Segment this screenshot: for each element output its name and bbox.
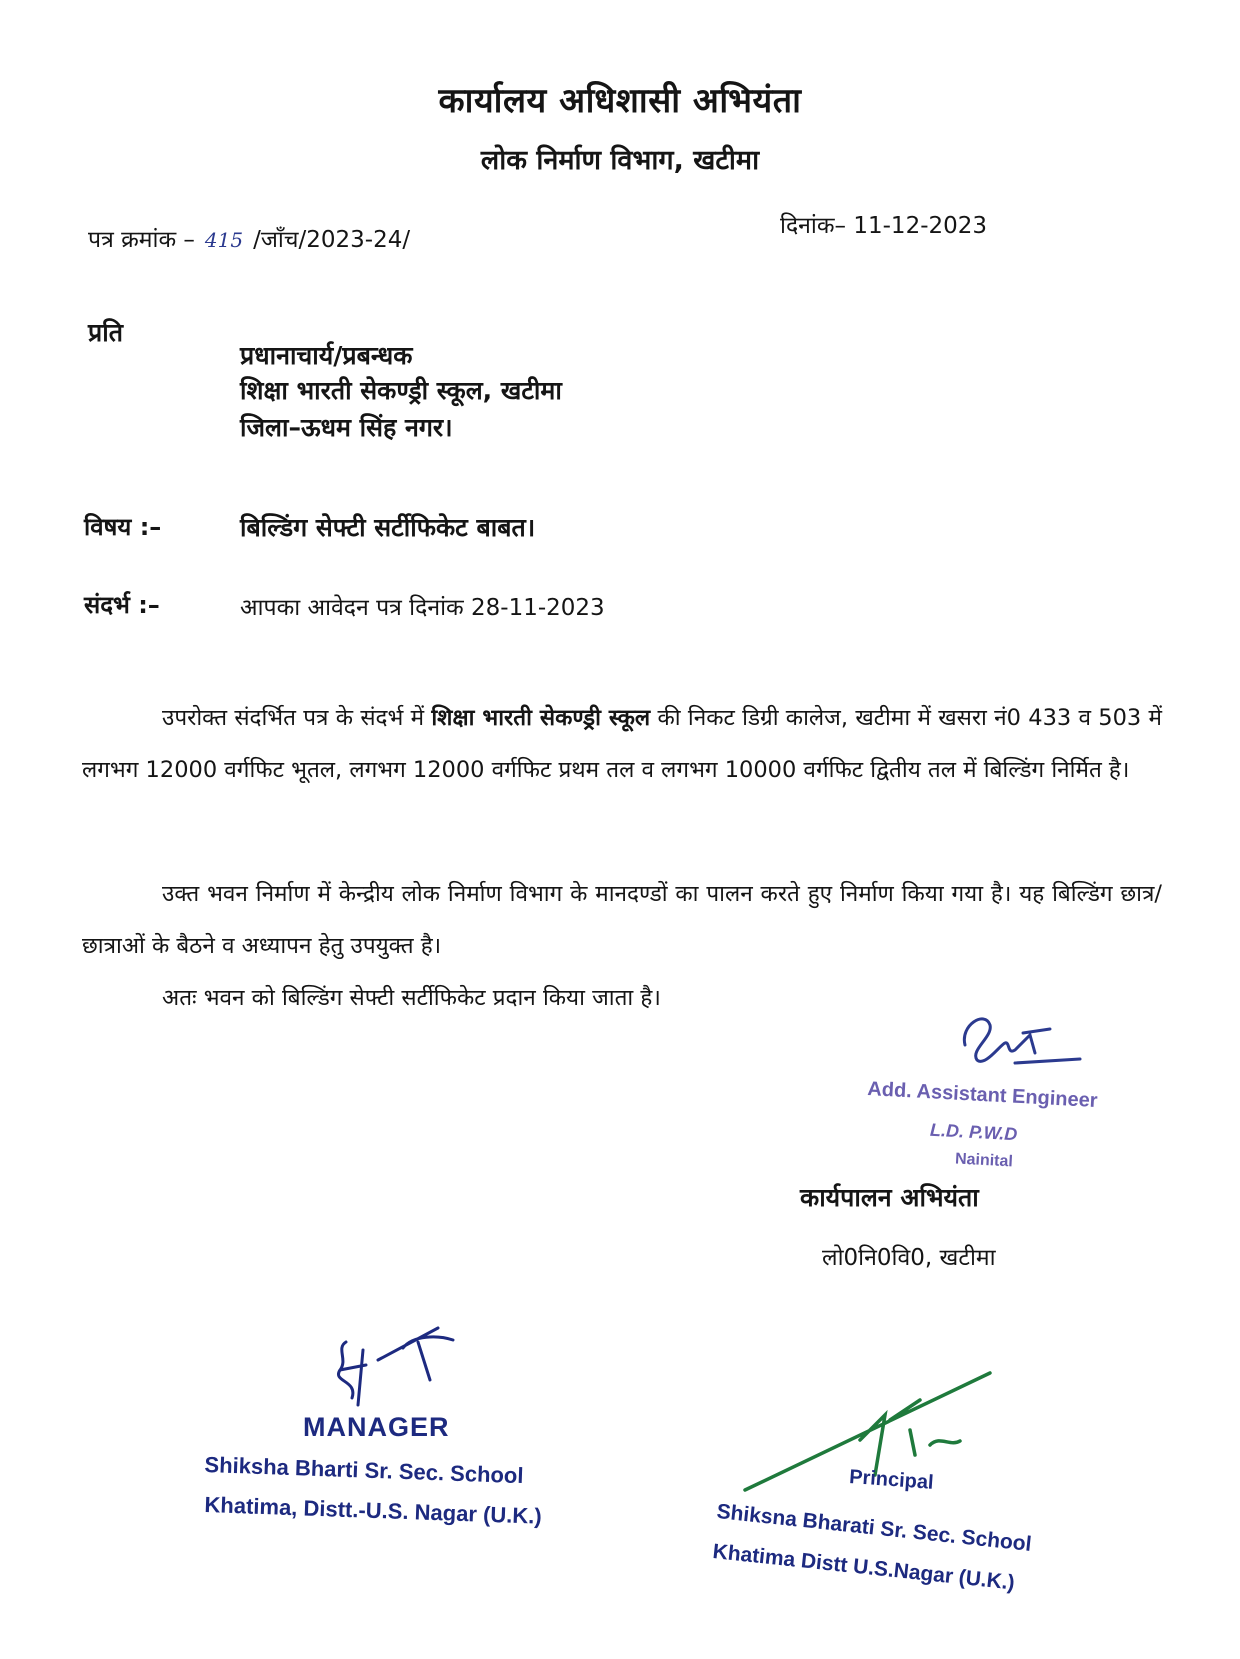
manager-signature-icon xyxy=(318,1320,478,1415)
signatory-office: लो0नि0वि0, खटीमा xyxy=(822,1245,996,1271)
principal-stamp-title: Principal xyxy=(848,1466,935,1494)
reference-label: संदर्भ :– xyxy=(84,591,160,619)
p1-end: की निकट डिग्री कालेज, खटीमा में खसरा नं0 433 व 503 में लगभग 12000 वर्गफिट भूतल, लगभग 12000 वर्गफिट प्रथम तल व लगभग 10000 वर्गफिट द्वितीय तल में बिल्डिंग निर्मित है। xyxy=(82,705,1162,783)
letter-date: दिनांक– 11-12-2023 xyxy=(780,213,988,239)
body-paragraph-1 xyxy=(82,692,1162,796)
recipient-line-2: शिक्षा भारती सेकण्ड्री स्कूल, खटीमा xyxy=(240,376,562,405)
ref-prefix: पत्र क्रमांक – xyxy=(88,227,195,253)
engineer-signature-icon xyxy=(955,1005,1085,1075)
stamp-line-1: Add. Assistant Engineer xyxy=(866,1078,1099,1113)
stamp-line-3: Nainital xyxy=(954,1150,1014,1171)
department-subtitle: लोक निर्माण विभाग, खटीमा xyxy=(480,145,760,176)
recipient-line-1: प्रधानाचार्य/प्रबन्धक xyxy=(240,341,413,370)
body-paragraph-3: अतः भवन को बिल्डिंग सेफ्टी सर्टीफिकेट प्रदान किया जाता है। xyxy=(162,985,661,1011)
p1-school-name: शिक्षा भारती सेकण्ड्री स्कूल xyxy=(431,705,651,731)
recipient-line-3: जिला–ऊधम सिंह नगर। xyxy=(240,413,453,442)
manager-stamp-school: Shiksha Bharti Sr. Sec. School xyxy=(204,1452,524,1489)
manager-stamp-title: MANAGER xyxy=(303,1412,450,1442)
office-title: कार्यालय अधिशासी अभियंता xyxy=(438,81,802,121)
ref-suffix: /जाँच/2023-24/ xyxy=(253,227,411,253)
p1-start: उपरोक्त संदर्भित पत्र के संदर्भ में xyxy=(162,705,425,731)
manager-stamp-address: Khatima, Distt.-U.S. Nagar (U.K.) xyxy=(204,1492,543,1529)
stamp-line-2: L.D. P.W.D xyxy=(929,1119,1018,1145)
body-paragraph-2: उक्त भवन निर्माण में केन्द्रीय लोक निर्माण विभाग के मानदण्डों का पालन करते हुए निर्माण किया गया है। यह बिल्डिंग छात्र/छात्राओं के बैठने व अध्यापन हेतु उपयुक्त है। xyxy=(82,881,1162,959)
to-label: प्रति xyxy=(88,318,123,347)
principal-stamp-address: Khatima Distt U.S.Nagar (U.K.) xyxy=(711,1540,1016,1595)
signatory-designation: कार्यपालन अभियंता xyxy=(800,1183,979,1212)
principal-stamp-school: Shiksna Bharati Sr. Sec. School xyxy=(715,1500,1033,1556)
subject-text: बिल्डिंग सेफ्टी सर्टीफिकेट बाबत। xyxy=(240,513,536,542)
letter-reference-number xyxy=(88,222,410,254)
reference-text: आपका आवेदन पत्र दिनांक 28-11-2023 xyxy=(240,595,605,621)
subject-label: विषय :– xyxy=(84,513,162,541)
ref-number-handwritten: 415 xyxy=(204,228,244,252)
